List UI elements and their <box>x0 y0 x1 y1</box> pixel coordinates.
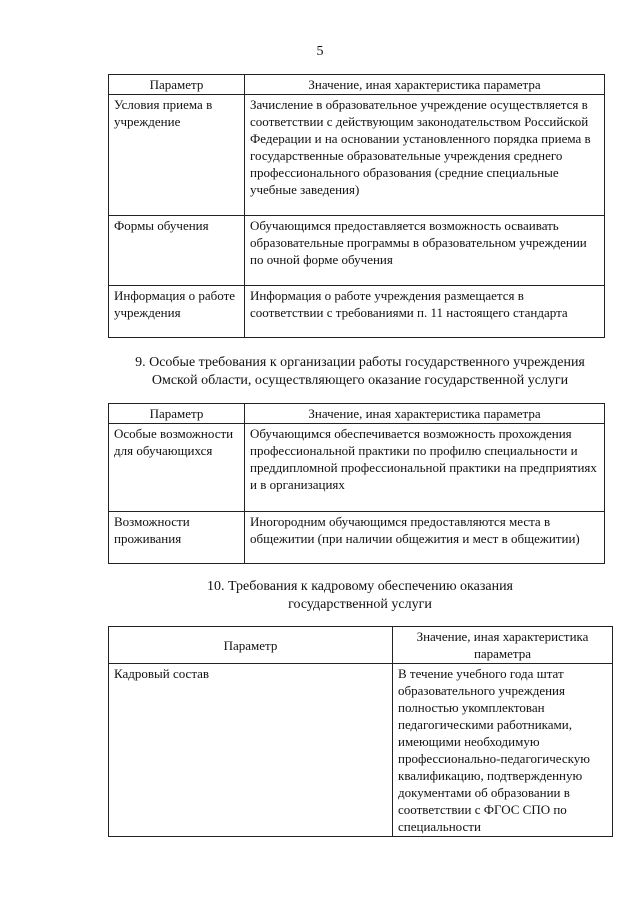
table-row <box>109 286 605 338</box>
cell-parameter: Формы обучения <box>109 216 245 286</box>
table-staffing-requirements <box>108 626 613 837</box>
column-header-parameter: Параметр <box>109 75 245 95</box>
table-header-row <box>109 75 605 95</box>
cell-value: Обучающимся предоставляется возможность осваивать образовательные программы в образовательном учреждении по очной форме обучения <box>245 216 605 286</box>
cell-parameter: Особые возможности для обучающихся <box>109 424 245 512</box>
cell-value: Информация о работе учреждения размещается в соответствии с требованиями п. 11 настоящего стандарта <box>245 286 605 338</box>
column-header-value: Значение, иная характеристика параметра <box>245 404 605 424</box>
table-header-row <box>109 404 605 424</box>
section-9-heading-line2: Омской области, осуществляющего оказание государственной услуги <box>151 373 569 388</box>
table-row <box>109 512 605 564</box>
table-row <box>109 424 605 512</box>
section-9-heading <box>60 354 640 390</box>
cell-parameter: Кадровый состав <box>109 664 393 837</box>
page-number: 5 <box>316 44 324 59</box>
cell-value: Обучающимся обеспечивается возможность прохождения профессиональной практики по профилю специальности и преддипломной профессиональной практики на предприятиях и в организациях <box>245 424 605 512</box>
cell-value: В течение учебного года штат образовательного учреждения полностью укомплектован педагогическими работниками, имеющими необходимую профессионально-педагогическую квалификацию, подтвержденную документами об образовании в соответствии с ФГОС СПО по специальности <box>393 664 613 837</box>
table-row <box>109 664 613 837</box>
cell-parameter: Возможности проживания <box>109 512 245 564</box>
table-header-row <box>109 627 613 664</box>
column-header-value: Значение, иная характеристика параметра <box>393 627 613 664</box>
section-10-heading-line2: государственной услуги <box>288 597 432 612</box>
table-row <box>109 216 605 286</box>
cell-value: Зачисление в образовательное учреждение осуществляется в соответствии с действующим законодательством Российской Федерации и на основании установленного порядка приема в государственные образовательные учреждения среднего профессионального образования (средние специальные учебные заведения) <box>245 95 605 216</box>
section-10-heading-line1: 10. Требования к кадровому обеспечению оказания <box>207 579 513 594</box>
table-row <box>109 95 605 216</box>
section-9-heading-line1: 9. Особые требования к организации работы государственного учреждения <box>135 355 585 370</box>
cell-parameter: Условия приема в учреждение <box>109 95 245 216</box>
column-header-parameter: Параметр <box>109 627 393 664</box>
cell-value: Иногородним обучающимся предоставляются места в общежитии (при наличии общежития и мест в общежитии) <box>245 512 605 564</box>
column-header-parameter: Параметр <box>109 404 245 424</box>
column-header-value: Значение, иная характеристика параметра <box>245 75 605 95</box>
section-10-heading <box>60 578 640 614</box>
table-special-requirements <box>108 403 605 564</box>
table-service-parameters <box>108 74 605 338</box>
cell-parameter: Информация о работе учреждения <box>109 286 245 338</box>
